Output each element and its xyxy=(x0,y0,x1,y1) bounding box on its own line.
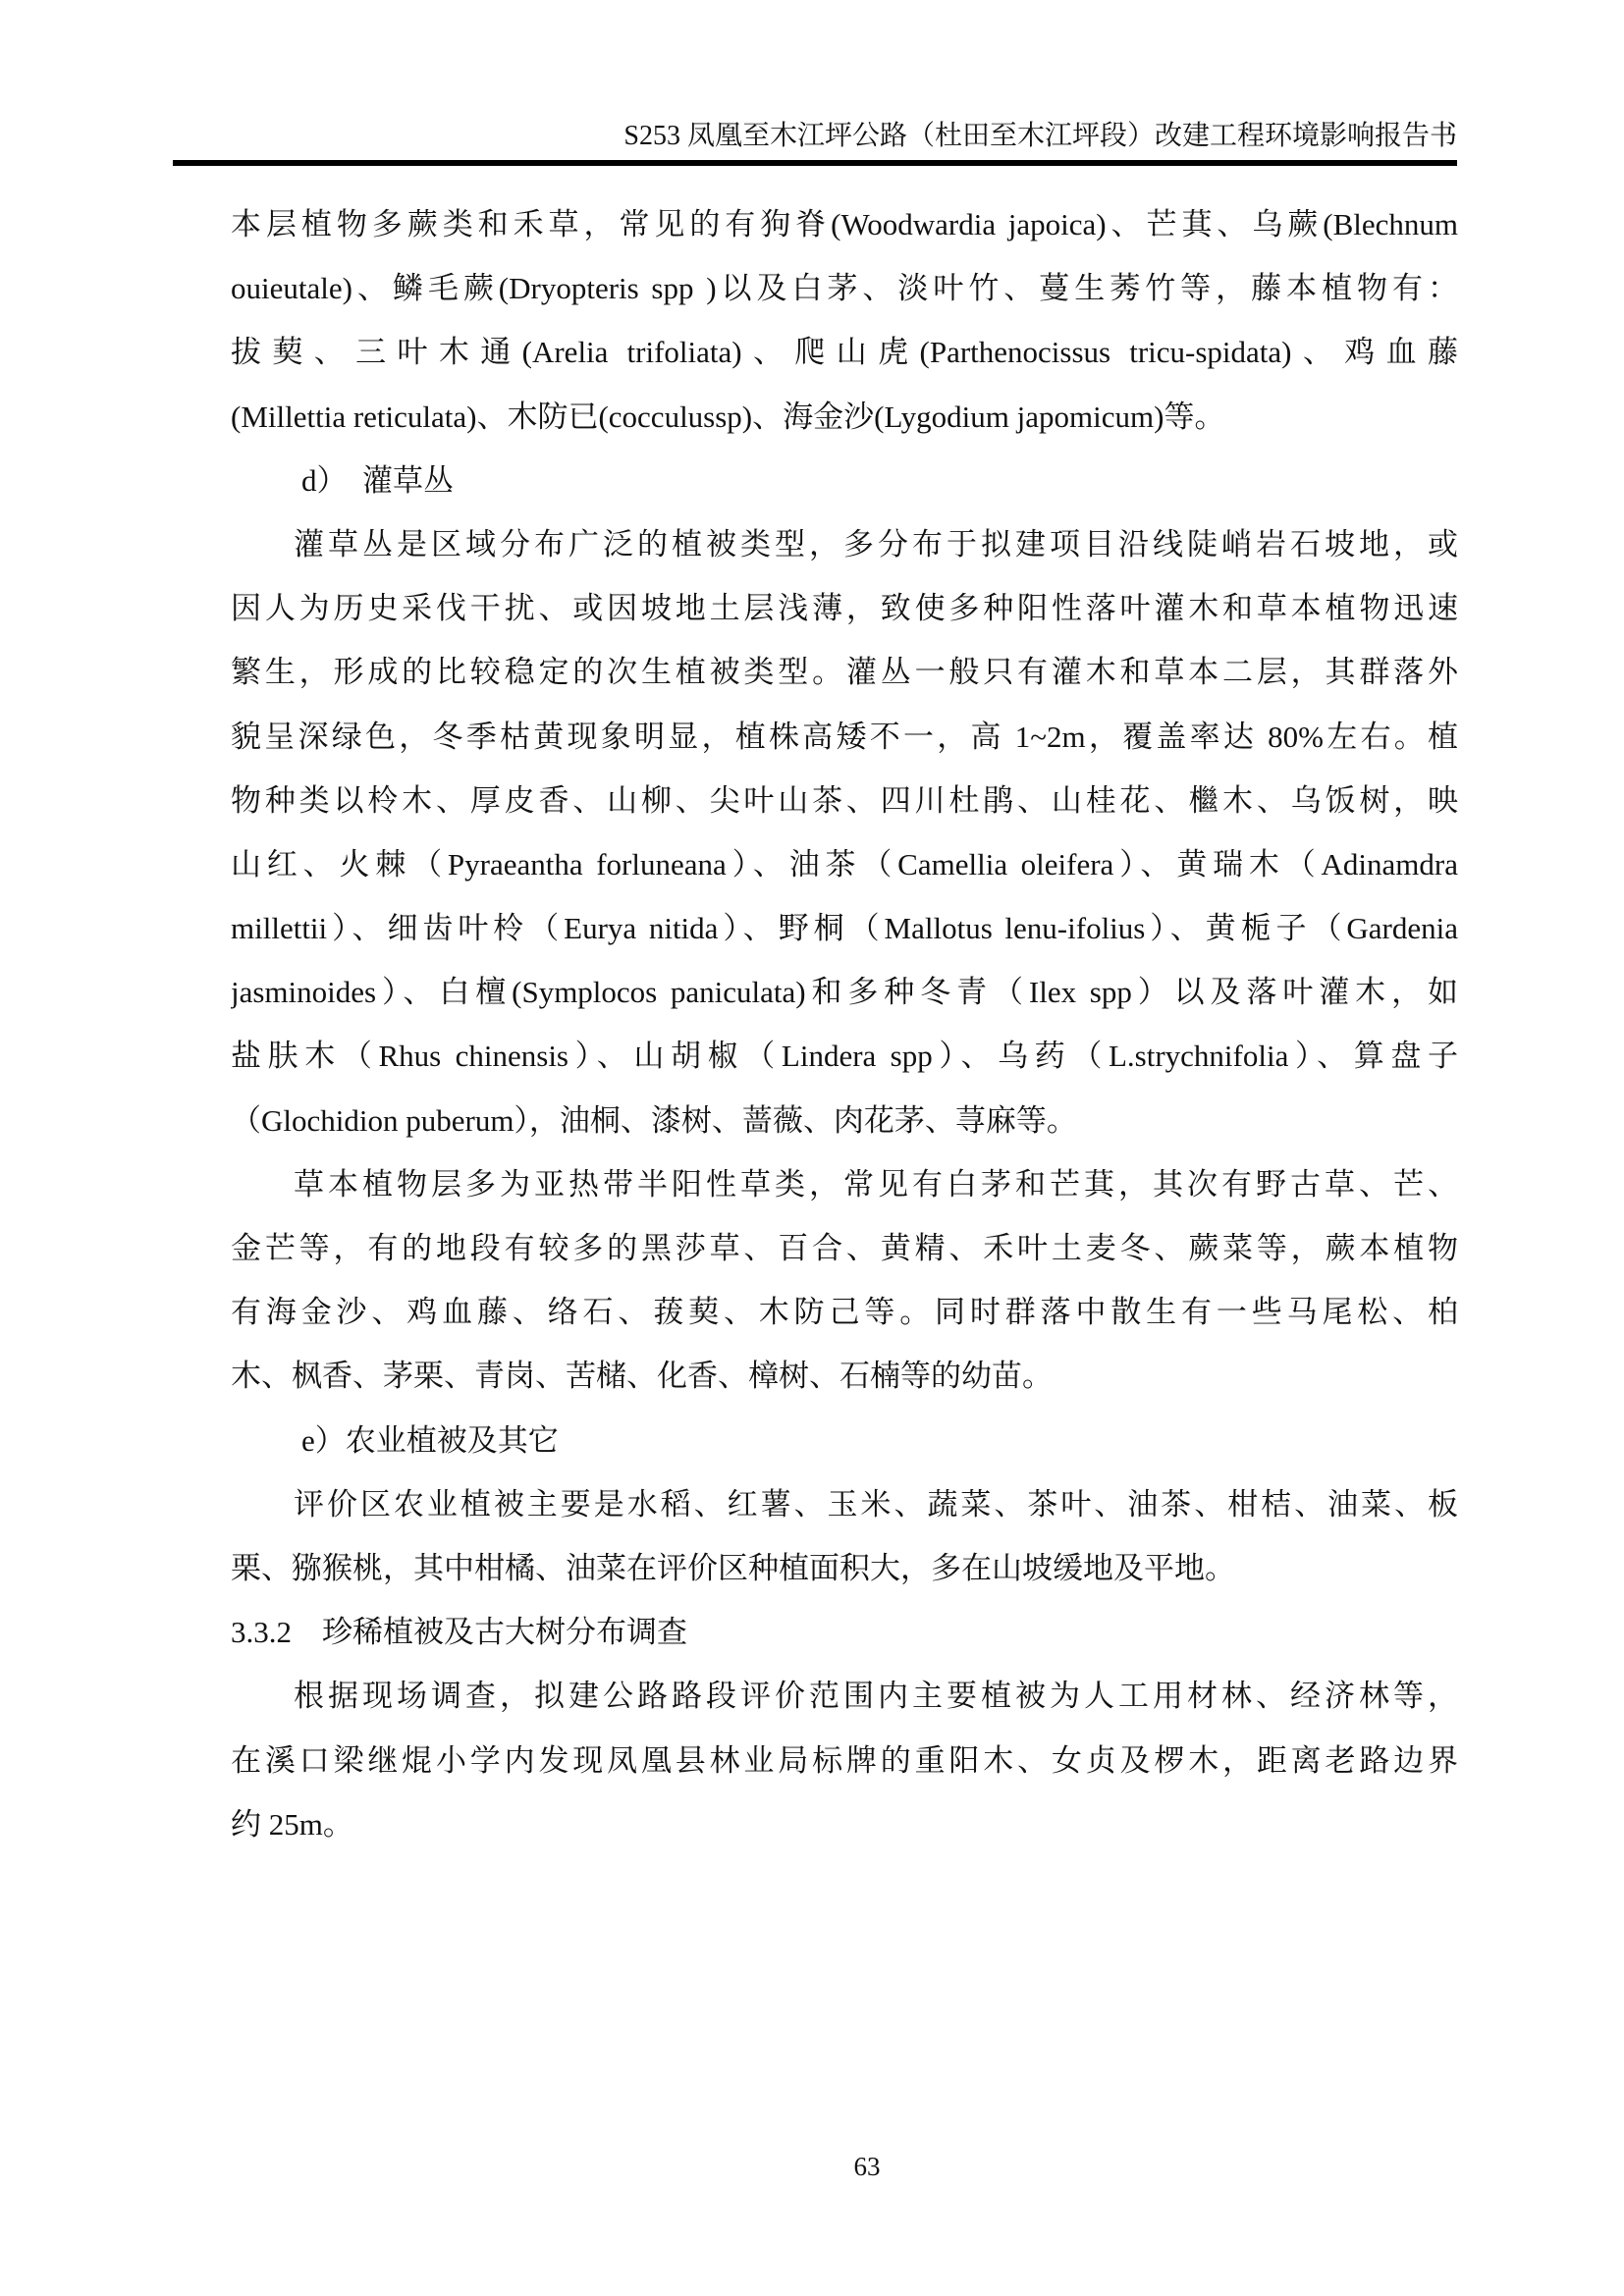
text-line: 栗、猕猴桃，其中柑橘、油菜在评价区种植面积大，多在山坡缓地及平地。 xyxy=(231,1550,1235,1585)
text-line: 草本植物层多为亚热带半阳性草类，常见有白茅和芒萁，其次有野古草、芒、 xyxy=(294,1166,1458,1201)
subheading-d-shrub-grass: d） 灌草丛 xyxy=(301,462,454,498)
text-line: 山红、火棘（Pyraeantha forluneana）、油茶（Camellia oleifera）、黄瑞木（Adinamdra xyxy=(231,846,1458,881)
text-line: 拔葜、三叶木通(Arelia trifoliata)、爬山虎(Parthenocissus tricu-spidata)、鸡血藤 xyxy=(231,335,1458,370)
text-line: 有海金沙、鸡血藤、络石、菝葜、木防己等。同时群落中散生有一些马尾松、柏 xyxy=(231,1295,1458,1330)
text-line: 评价区农业植被主要是水稻、红薯、玉米、蔬菜、茶叶、油茶、柑桔、油菜、板 xyxy=(294,1486,1458,1522)
text-line: 金芒等，有的地段有较多的黑莎草、百合、黄精、禾叶土麦冬、蕨菜等，蕨本植物 xyxy=(231,1231,1458,1265)
text-line: 本层植物多蕨类和禾草，常见的有狗脊(Woodwardia japoica)、芒萁、乌蕨(Blechnum xyxy=(231,207,1458,241)
text-line: 盐肤木（Rhus chinensis）、山胡椒（Lindera spp）、乌药（L.strychnifolia）、算盘子 xyxy=(231,1039,1458,1074)
text-line: 约 25m。 xyxy=(231,1806,353,1842)
text-line: jasminoides）、白檀(Symplocos paniculata)和多种冬青（Ilex spp）以及落叶灌木，如 xyxy=(231,975,1458,1010)
text-line: (Millettia reticulata)、木防已(cocculussp)、海金沙(Lygodium japomicum)等。 xyxy=(231,399,1225,434)
text-line: （Glochidion puberum），油桐、漆树、蔷薇、肉花茅、荨麻等。 xyxy=(231,1102,1077,1138)
page-header-title: S253 凤凰至木江坪公路（杜田至木江坪段）改建工程环境影响报告书 xyxy=(623,121,1457,151)
text-line: ouieutale)、鳞毛蕨(Dryopteris spp )以及白茅、淡叶竹、蔓生莠竹等，藤本植物有： xyxy=(231,271,1458,306)
text-line: 繁生，形成的比较稳定的次生植被类型。灌丛一般只有灌木和草本二层，其群落外 xyxy=(231,655,1458,690)
subheading-e-agricultural-vegetation: e）农业植被及其它 xyxy=(301,1422,559,1458)
text-line: 根据现场调查，拟建公路路段评价范围内主要植被为人工用材林、经济林等， xyxy=(294,1679,1458,1714)
section-heading-3-3-2: 3.3.2 珍稀植被及古大树分布调查 xyxy=(231,1615,687,1650)
text-line: 貌呈深绿色，冬季枯黄现象明显，植株高矮不一，高 1~2m，覆盖率达 80%左右。植 xyxy=(231,719,1458,754)
text-line: 物种类以柃木、厚皮香、山柳、尖叶山茶、四川杜鹃、山桂花、檵木、乌饭树，映 xyxy=(231,782,1458,818)
text-line: millettii）、细齿叶柃（Eurya nitida）、野桐（Mallotus lenu-ifolius）、黄栀子（Gardenia xyxy=(231,911,1458,946)
page-number: 63 xyxy=(853,2152,881,2181)
text-line: 灌草丛是区域分布广泛的植被类型，多分布于拟建项目沿线陡峭岩石坡地，或 xyxy=(294,526,1458,561)
header-divider-rule xyxy=(173,160,1457,166)
text-line: 木、枫香、茅栗、青岗、苦槠、化香、樟树、石楠等的幼苗。 xyxy=(231,1359,1053,1394)
text-line: 在溪口梁继焜小学内发现凤凰县林业局标牌的重阳木、女贞及椤木，距离老路边界 xyxy=(231,1742,1458,1778)
document-body xyxy=(231,192,1458,1856)
text-line: 因人为历史采伐干扰、或因坡地土层浅薄，致使多种阳性落叶灌木和草本植物迅速 xyxy=(231,591,1458,626)
